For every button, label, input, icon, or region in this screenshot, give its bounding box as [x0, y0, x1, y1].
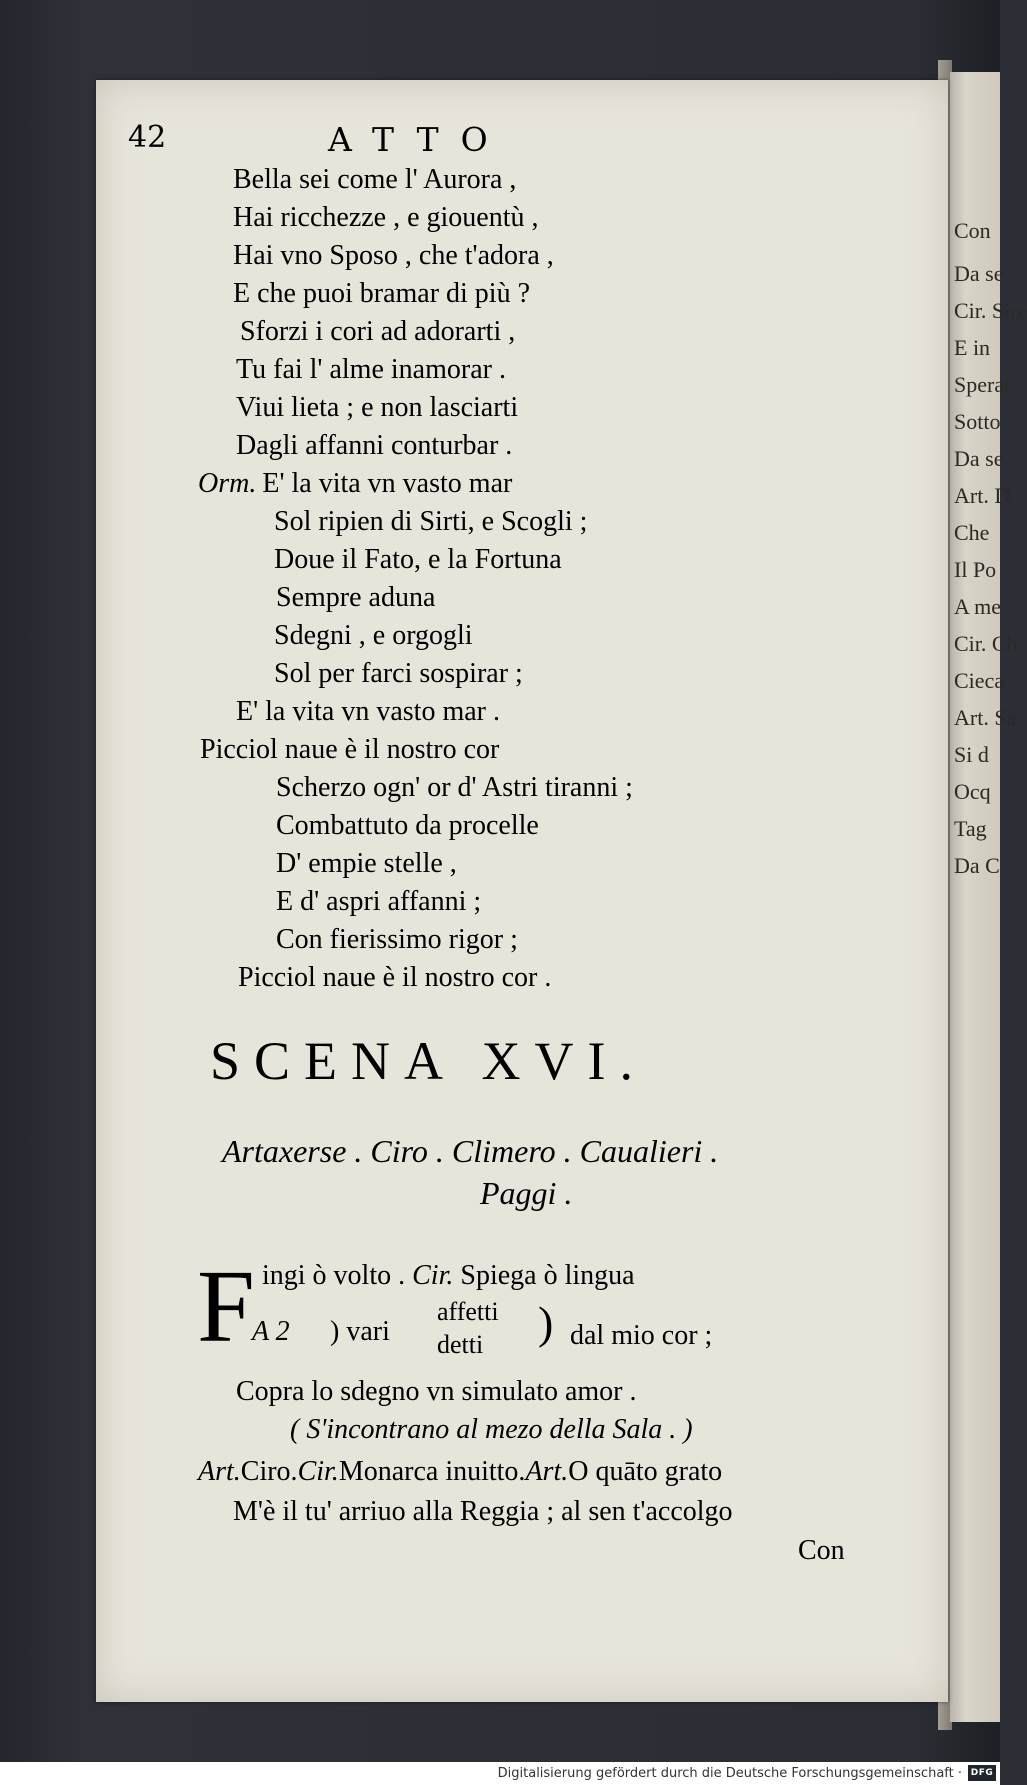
dialogue-line: M'è il tu' arriuo alla Reggia ; al sen t'accolgo: [233, 1496, 733, 1527]
verse-text: E' la vita vn vasto mar: [262, 468, 513, 499]
verse-line: Hai ricchezze , e giouentù ,: [233, 202, 539, 233]
dialogue-text: O quāto grato: [568, 1456, 723, 1487]
facing-text: Da se: [954, 446, 1004, 471]
facing-text: A me: [954, 594, 1002, 619]
dialogue-text: ) vari: [330, 1316, 390, 1347]
page-number: 42: [128, 120, 167, 155]
facing-text: Art. D: [954, 483, 1011, 508]
facing-text: Sperat: [954, 372, 1011, 397]
dialogue-text: Ciro.: [240, 1456, 298, 1487]
verse-line: Picciol naue è il nostro cor: [200, 734, 500, 765]
scene-title: SCENA XVI.: [210, 1031, 648, 1091]
verse-line: Hai vno Sposo , che t'adora ,: [233, 240, 554, 271]
facing-text: Con: [954, 218, 991, 243]
drop-capital: F: [197, 1249, 255, 1364]
verse-line: Sdegni , e orgogli: [274, 620, 473, 651]
verse-line: Sol per farci sospirar ;: [274, 658, 523, 689]
dramatis-personae: Paggi .: [480, 1175, 573, 1211]
verse-line: D' empie stelle ,: [276, 848, 457, 879]
verse-line: Tu fai l' alme inamorar .: [236, 354, 506, 385]
verse-line: Sol ripien di Sirti, e Scogli ;: [274, 506, 588, 537]
speaker-line: [198, 468, 512, 500]
verse-line: Sempre aduna: [276, 582, 436, 613]
speaker-name: Cir.: [412, 1260, 454, 1291]
dialogue-text: Monarca inuitto.: [338, 1456, 526, 1487]
catchword: Con: [798, 1535, 845, 1566]
facing-text: Da se: [954, 261, 1004, 286]
verse-line: Bella sei come l' Aurora ,: [233, 164, 517, 195]
speaker-name: Cir.: [297, 1456, 339, 1487]
verse-line: Sforzi i cori ad adorarti ,: [240, 316, 516, 347]
dialogue-text: Spiega ò lingua: [460, 1260, 635, 1291]
verse-line: Con fierissimo rigor ;: [276, 924, 518, 955]
facing-text: Cieca: [954, 668, 1005, 693]
page-header: [128, 120, 728, 166]
facing-page-edge: [950, 72, 1027, 1722]
dialogue-text: ingi ò volto .: [262, 1260, 406, 1291]
dfg-logo: DFG: [968, 1765, 996, 1781]
verse-line: Scherzo ogn' or d' Astri tiranni ;: [276, 772, 633, 803]
alternate-word: detti: [437, 1330, 484, 1359]
verse-line: E che puoi bramar di più ?: [233, 278, 531, 309]
verse-line: Combattuto da procelle: [276, 810, 539, 841]
dialogue-line: Copra lo sdegno vn simulato amor .: [236, 1376, 637, 1407]
speaker-name: Art.: [198, 1456, 241, 1487]
verse-line: Picciol naue è il nostro cor .: [238, 962, 552, 993]
facing-text: Che: [954, 520, 990, 545]
speaker-name: Orm.: [198, 468, 257, 499]
footer-credit: Digitalisierung gefördert durch die Deutsche Forschungsgemeinschaft ·: [497, 1766, 962, 1781]
verse-line: Doue il Fato, e la Fortuna: [274, 544, 562, 575]
facing-text: Si d: [954, 742, 989, 767]
a2-marker: A 2: [252, 1316, 290, 1347]
dialogue-text: dal mio cor ;: [570, 1320, 713, 1351]
facing-text: Cir. Sire: [954, 298, 1027, 323]
verse-line: E' la vita vn vasto mar .: [236, 696, 500, 727]
verse-line: E d' aspri affanni ;: [276, 886, 482, 917]
facing-text: E in: [954, 335, 991, 360]
dramatis-personae: Artaxerse . Ciro . Climero . Caualieri .: [222, 1133, 719, 1169]
facing-text: Tag: [954, 816, 987, 841]
speaker-name: Art.: [525, 1456, 569, 1487]
facing-text: Art. Sa: [954, 705, 1017, 730]
verse-line: Viui lieta ; e non lasciarti: [236, 392, 519, 423]
running-title: ATTO: [328, 120, 510, 159]
brace-glyph: ): [538, 1297, 554, 1348]
facing-text: Ocq: [954, 779, 991, 804]
facing-text: Da C: [954, 853, 1000, 878]
verse-line: Dagli affanni conturbar .: [236, 430, 513, 461]
stage-direction: ( S'incontrano al mezo della Sala . ): [290, 1414, 693, 1445]
dialogue-line: [262, 1260, 635, 1292]
alternate-word: affetti: [437, 1297, 499, 1326]
facing-text: Sotto: [954, 409, 1001, 434]
digitization-footer: [0, 1762, 1000, 1785]
facing-text: Cir. Ch: [954, 631, 1018, 656]
facing-text: Il Po: [954, 557, 997, 582]
dialogue-line: [198, 1456, 722, 1488]
